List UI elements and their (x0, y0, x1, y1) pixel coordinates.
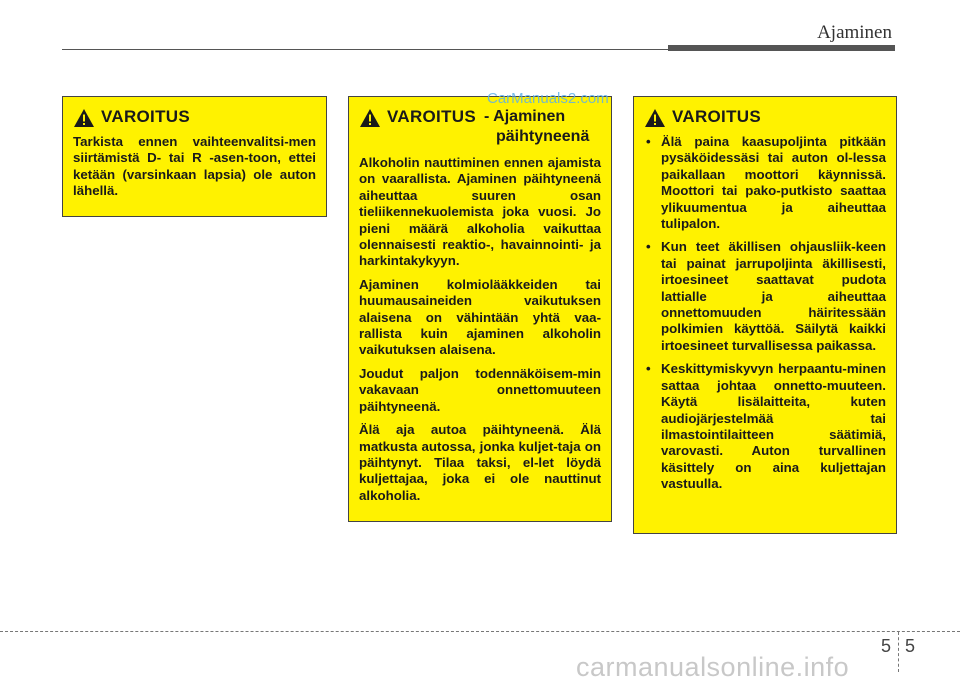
bullet-dot-icon: • (646, 361, 651, 377)
footer-rule (0, 631, 960, 632)
warning-title: VAROITUS (672, 107, 761, 126)
footer-watermark: carmanualsonline.info (576, 652, 850, 682)
warning-bullet (644, 239, 886, 354)
page-number-separator (898, 632, 899, 672)
warning-bullet (644, 134, 886, 232)
warning-title: VAROITUS (387, 107, 476, 126)
section-number: 5 (881, 636, 892, 656)
warning-box-gear-selector (62, 96, 327, 217)
bullet-dot-icon: • (646, 134, 651, 149)
warning-triangle-icon (644, 108, 666, 128)
running-header: Ajaminen (817, 22, 892, 43)
page-number: 5 (905, 636, 916, 656)
warning-bullet-text: Kun teet äkillisen ohjausliik-keen tai painat jarrupoljinta äkillisesti, irtoesineet saattavat pudota lattialle ja aiheuttaa onnettomuuden häiritessään polkimien käyttöä. Säilytä kaikki irtoesineet turvallisessa paikassa. (661, 239, 886, 353)
header-rule (62, 49, 672, 50)
warning-subtitle-line1: - Ajaminen (483, 108, 566, 125)
warning-triangle-icon (73, 108, 95, 128)
warning-paragraph: Ajaminen kolmiolääkkeiden tai huumausaineiden vaikutuksen alaisena on vähintään yhtä vaa-rallista kuin ajaminen alkoholin vaikutuksen alaisena. (359, 276, 601, 358)
warning-bullet-text: Keskittymiskyvyn herpaantu-minen sattaa johtaa onnetto-muuteen. Käytä lisälaitteita, kuten audiojärjestelmää tai ilmastointilaitteen säätimiä, varovasti. Auton turvallinen käsittely on aina kuljettajan vastuulla. (661, 361, 886, 492)
warning-box-driving-safety (633, 96, 897, 534)
warning-title: VAROITUS (101, 107, 190, 126)
warning-bullet (644, 361, 886, 492)
warning-text: Tarkista ennen vaihteenvalitsi-men siirtämistä D- tai R -asen-toon, ettei ketään (varsinkaan lapsia) ole auton lähellä. (73, 134, 316, 199)
warning-paragraph: Alkoholin nauttiminen ennen ajamista on vaarallista. Ajaminen päihtyneenä aiheuttaa suuren osan tieliikennekuolemista joka vuosi. Jo pieni määrä alkoholia vaikuttaa olennaisesti reaktio-, havainnointi- ja harkintakykyyn. (359, 155, 601, 269)
warning-subtitle-line2: päihtyneenä (495, 128, 590, 145)
warning-triangle-icon (359, 108, 381, 128)
warning-paragraph: Joudut paljon todennäköisem-min vakavaan onnettomuuteen päihtyneenä. (359, 365, 601, 414)
warning-bullet-text: Älä paina kaasupoljinta pitkään pysäköidessäsi tai auton ol-lessa paikallaan moottori käynnissä. Moottori tai pako-putkisto saattaa ylikuumentua ja aiheuttaa tulipalon. (661, 134, 886, 232)
warning-paragraph: Älä aja autoa päihtyneenä. Älä matkusta autossa, jonka kuljet-taja on päihtynyt. Tilaa taksi, el-let löydä kuljettajaa, joka ei ole nauttinut alkoholia. (359, 422, 601, 503)
bullet-dot-icon: • (646, 239, 651, 255)
header-rule-bar (668, 45, 895, 51)
warning-box-drunk-driving (348, 96, 612, 522)
watermark: CarManuals2.com (487, 90, 609, 107)
warning-subtitle (484, 107, 589, 147)
